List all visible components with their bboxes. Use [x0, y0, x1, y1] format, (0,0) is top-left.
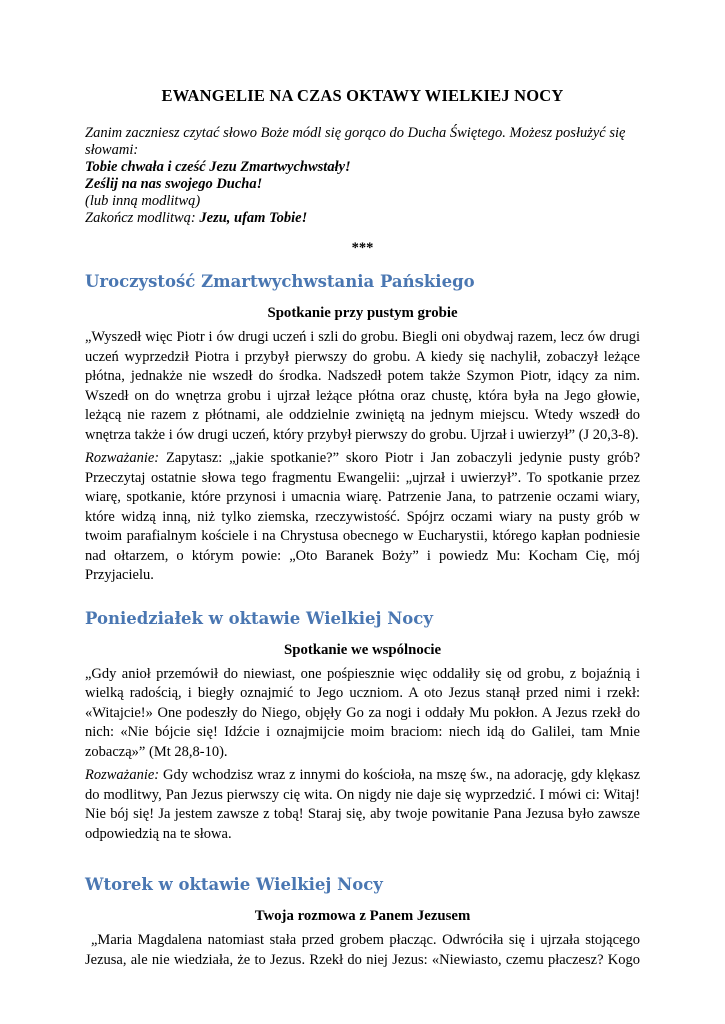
- gospel-paragraph-truncated: [85, 931, 640, 970]
- meditation-text: Gdy wchodzisz wraz z innymi do kościoła, na mszę św., na adorację, gdy klękasz do modlitwy, Pan Jezus pierwszy cię wita. On nigdy nie daje się wyprzedzić. I mówi ci: Witaj! Nie bój się! Ja jestem zawsze z tobą! Staraj się, aby twoje powitanie Pana Jezusa było zawsze odpowiedzią na te słowa.: [85, 767, 640, 842]
- gospel-text: „Maria Magdalena natomiast stała przed grobem płacząc. Odwróciła się i ujrzała stojącego Jezusa, ale nie wiedziała, że to Jezus. Rzekł do niej Jezus: «Niewiasto, czemu płaczesz? Kogo: [85, 932, 640, 968]
- intro-block: [85, 125, 640, 227]
- intro-instruction-text: Zanim zaczniesz czytać słowo Boże módl się gorąco do Ducha Świętego. Możesz posłużyć się słowami:: [85, 125, 626, 158]
- meditation-paragraph: [85, 449, 640, 586]
- meeting-title-easter-monday: Spotkanie we wspólnocie: [283, 641, 442, 658]
- intro-prayer-1: Tobie chwała i cześć Jezu Zmartwychwstały!: [85, 159, 351, 175]
- meeting-title-easter-sunday: Spotkanie przy pustym grobie: [267, 305, 458, 321]
- gospel-reference: (Mt 28,8-10).: [149, 743, 228, 760]
- intro-closing-prayer: Jezu, ufam Tobie!: [199, 210, 308, 226]
- day-heading-easter-sunday: Uroczystość Zmartwychwstania Pańskiego: [85, 272, 475, 291]
- day-heading-easter-monday: Poniedziałek w oktawie Wielkiej Nocy: [85, 608, 433, 628]
- section-easter-monday: [85, 608, 640, 845]
- intro-alternative: (lub inną modlitwą): [85, 193, 201, 209]
- meditation-text: Zapytasz: „jakie spotkanie?” skoro Piotr i Jan zobaczyli jedynie pusty grób? Przeczytaj ostatnie słowa tego fragmentu Ewangelii: „ujrzał i uwierzył”. To spotkanie przez wiarę, spotkanie, które przynosi i umacnia wiarę. Patrzenie Jana, to patrzenie oczami wiary, które widzą inną, niż tylko ziemska, rzeczywistość. Spójrz oczami wiary na pusty grób w twoim parafialnym kościele i na Chrystusa obecnego w Eucharystii, którego kapłan podniesie nad ołtarzem, o którym powie: „Oto Baranek Boży” i powiedz Mu: Kocham Cię, mój Przyjacielu.: [85, 450, 640, 583]
- meditation-paragraph: [85, 766, 640, 844]
- meditation-label: Rozważanie:: [85, 450, 160, 466]
- section-easter-sunday: [85, 271, 640, 586]
- gospel-reference: (J 20,3-8).: [578, 426, 639, 443]
- gospel-text: „Gdy anioł przemówił do niewiast, one pośpiesznie więc oddaliły się od grobu, z bojaźnią i wielką radością, i biegły oznajmić to Jego uczniom. A oto Jezus stanął przed nimi i rzekł: «Witajcie!» One podeszły do Niego, objęły Go za nogi i oddały Mu pokłon. A Jezus rzekł do nich: «Nie bójcie się! Idźcie i oznajmijcie moim braciom: niech idą do Galilei, tam Mnie zobaczą»”: [85, 665, 640, 760]
- meditation-label: Rozważanie:: [85, 767, 160, 783]
- intro-closing: [85, 210, 640, 227]
- section-easter-tuesday: [85, 874, 640, 970]
- intro-instruction: [85, 125, 640, 159]
- meeting-title-easter-tuesday: Twoja rozmowa z Panem Jezusem: [254, 908, 471, 924]
- gospel-text: „Wyszedł więc Piotr i ów drugi uczeń i szli do grobu. Biegli oni obydwaj razem, lecz ów drugi uczeń wyprzedził Piotra i przybył pierwszy do grobu. A kiedy się nachylił, zobaczył leżące płótna, jednakże nie wszedł do środka. Nadszedł potem także Szymon Piotr, idący za nim. Wszedł on do wnętrza grobu i ujrzał leżące płótna oraz chustę, która była na Jego głowie, leżącą nie razem z płótnami, ale oddzielnie zwiniętą na jednym miejscu. Wtedy wszedł do wnętrza także i ów drugi uczeń, który przybył pierwszy do grobu. Ujrzał i uwierzył”: [85, 329, 640, 443]
- intro-prayer-2: Ześlij na nas swojego Ducha!: [85, 176, 263, 192]
- gospel-paragraph: [85, 328, 640, 445]
- intro-closing-label: Zakończ modlitwą:: [85, 210, 200, 226]
- gospel-paragraph: [85, 665, 640, 763]
- document-title: EWANGELIE NA CZAS OKTAWY WIELKIEJ NOCY: [161, 86, 564, 105]
- section-separator: ***: [351, 240, 374, 256]
- day-heading-easter-tuesday: Wtorek w oktawie Wielkiej Nocy: [85, 875, 383, 894]
